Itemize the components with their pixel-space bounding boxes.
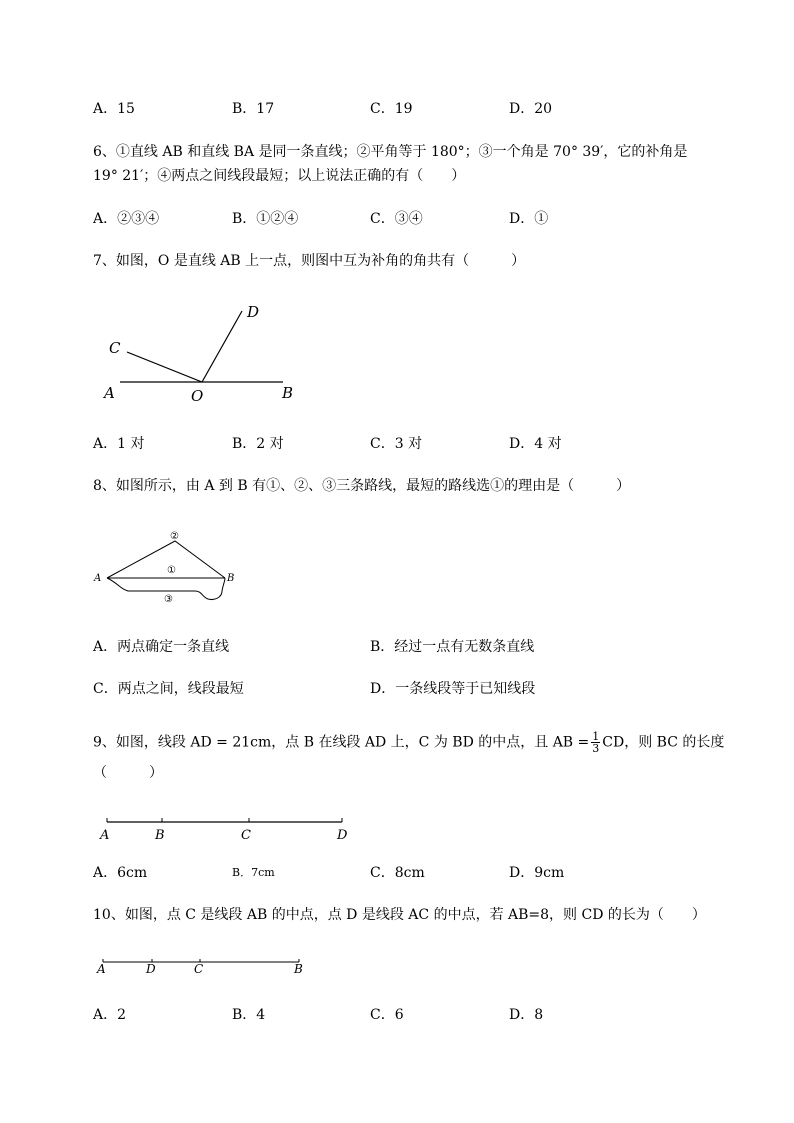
- q7-option-d: D．4 对: [509, 436, 562, 452]
- q9-stem-part-a: 9、如图，线段 AD = 21cm，点 B 在线段 AD 上，C 为 BD 的中点，且 AB =: [93, 734, 590, 751]
- q6-stem-line2: 19° 21′；④两点之间线段最短；以上说法正确的有（ ）: [93, 168, 466, 184]
- q8-option-c: C．两点之间，线段最短: [93, 681, 244, 697]
- route-1-label: ①: [167, 565, 176, 576]
- q10-figure-segment: [95, 952, 315, 982]
- q10-option-a: A．2: [93, 1007, 127, 1023]
- q5-option-d: D．20: [509, 101, 553, 117]
- q7-option-c: C．3 对: [370, 436, 423, 452]
- ray-od: [202, 311, 242, 382]
- q9-option-d: D．9cm: [509, 865, 565, 881]
- q9-stem-line2: （ ）: [93, 765, 163, 781]
- label-d: D: [146, 962, 156, 976]
- q8-option-b: B．经过一点有无数条直线: [370, 639, 535, 655]
- label-a: A: [94, 573, 102, 584]
- route-2-label: ②: [170, 531, 179, 542]
- q7-option-a: A．1 对: [93, 436, 145, 452]
- label-c: C: [241, 828, 251, 843]
- label-a: A: [100, 828, 110, 843]
- label-a: A: [104, 384, 115, 402]
- q8-figure-routes: [90, 525, 250, 610]
- q6-option-d: D．①: [509, 211, 549, 227]
- label-c: C: [194, 962, 204, 976]
- q10-option-d: D．8: [509, 1007, 544, 1023]
- q8-option-a: A．两点确定一条直线: [93, 639, 230, 655]
- label-o: O: [191, 387, 204, 405]
- q9-option-a: A．6cm: [93, 865, 148, 881]
- fraction-denominator: 3: [592, 742, 600, 755]
- q9-stem-line1: [93, 731, 724, 754]
- label-a: A: [97, 962, 106, 976]
- label-b: B: [227, 573, 235, 584]
- q5-option-c: C．19: [370, 101, 413, 117]
- q8-option-d: D．一条线段等于已知线段: [370, 681, 536, 697]
- fraction-one-third: [591, 731, 600, 754]
- q5-option-b: B．17: [232, 101, 275, 117]
- q8-stem: 8、如图所示，由 A 到 B 有①、②、③三条路线，最短的路线选①的理由是（ ）: [93, 478, 631, 494]
- route-2: [107, 541, 225, 578]
- q10-option-b: B．4: [232, 1007, 266, 1023]
- label-b: B: [155, 828, 165, 843]
- label-d: D: [337, 828, 348, 843]
- ray-oc: [127, 352, 202, 382]
- q5-option-a: A．15: [93, 101, 135, 117]
- fraction-numerator: 1: [592, 730, 600, 743]
- q7-stem: 7、如图，O 是直线 AB 上一点，则图中互为补角的角共有（ ）: [93, 253, 526, 269]
- q7-option-b: B．2 对: [232, 436, 284, 452]
- q10-option-c: C．6: [370, 1007, 404, 1023]
- label-d: D: [247, 303, 260, 321]
- q6-option-b: B．①②④: [232, 211, 299, 227]
- q9-option-b: B．7cm: [232, 866, 275, 879]
- q6-stem-line1: 6、①直线 AB 和直线 BA 是同一条直线；②平角等于 180°；③一个角是 70° 39′，它的补角是: [93, 144, 688, 160]
- label-b: B: [294, 962, 303, 976]
- label-c: C: [109, 339, 121, 357]
- q10-stem: 10、如图，点 C 是线段 AB 的中点，点 D 是线段 AC 的中点，若 AB=8，则 CD 的长为（ ）: [93, 907, 706, 923]
- label-b: B: [282, 384, 294, 402]
- q6-option-a: A．②③④: [93, 211, 160, 227]
- q9-stem-part-b: CD，则 BC 的长度: [602, 734, 725, 751]
- q9-option-c: C．8cm: [370, 865, 425, 881]
- q6-option-c: C．③④: [370, 211, 423, 227]
- route-3-label: ③: [164, 594, 173, 605]
- q9-figure-segment: [95, 808, 365, 848]
- q7-figure-angle: [95, 295, 315, 410]
